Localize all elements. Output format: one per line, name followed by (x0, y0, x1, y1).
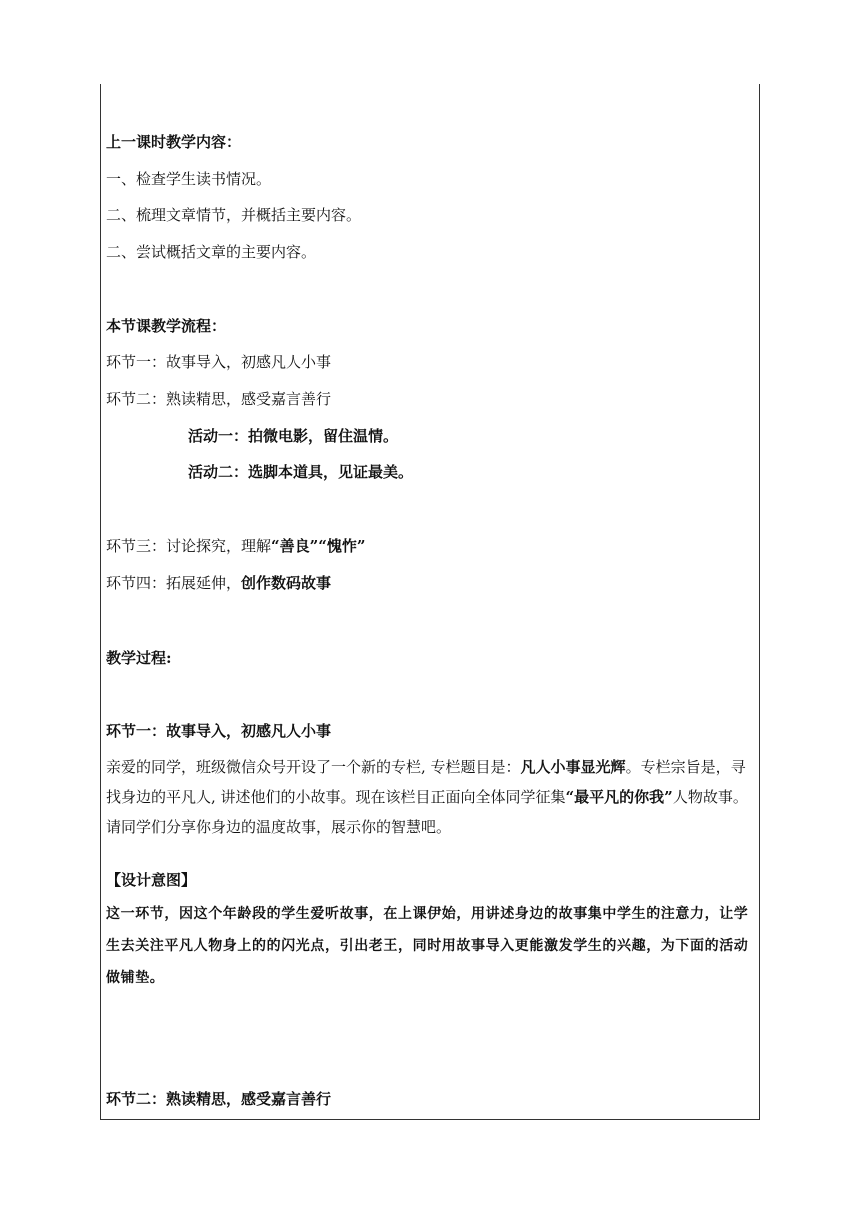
flow-step-2: 环节二：熟读精思，感受嘉言善行 (106, 390, 332, 408)
section-1-text-1: 亲爱的同学，班级微信众号开设了一个新的专栏, 专栏题目是： (106, 758, 521, 776)
section-1-heading: 环节一：故事导入，初感凡人小事 (106, 722, 332, 740)
section-1-paragraph (106, 752, 756, 842)
section-2-heading: 环节二：熟读精思，感受嘉言善行 (106, 1090, 332, 1108)
flow-step-4-text: 环节四：拓展延伸， (106, 574, 242, 592)
section-1-column-name: 凡人小事显光辉 (520, 758, 626, 776)
section-1-collection-name: “最平凡的你我” (565, 788, 673, 806)
design-intent-text: 这一环节，因这个年龄段的学生爱听故事，在上课伊始，用讲述身边的故事集中学生的注意力，让学生去关注平凡人物身上的的闪光点，引出老王，同时用故事导入更能激发学生的兴趣，为下面的活动做铺垫。 (106, 906, 749, 986)
flow-step-3-quote-1: “善良” (271, 537, 319, 555)
flow-step-3-text: 环节三：讨论探究，理解 (106, 537, 272, 555)
previous-item-2: 二、梳理文章情节，并概括主要内容。 (106, 206, 362, 224)
previous-lesson-title: 上一课时教学内容： (106, 133, 242, 151)
design-intent-label: 【设计意图】 (106, 871, 197, 889)
flow-step-3-quote-2: “愧怍” (318, 537, 366, 555)
flow-step-3 (106, 536, 756, 556)
flow-step-4 (106, 573, 756, 593)
previous-item-1: 一、检查学生读书情况。 (106, 170, 272, 188)
flow-title: 本节课教学流程： (106, 317, 227, 335)
flow-activity-2: 活动二：选脚本道具，见证最美。 (188, 463, 414, 481)
process-title: 教学过程: (106, 649, 172, 667)
flow-activity-1: 活动一：拍微电影，留住温情。 (188, 427, 399, 445)
section-1-text-3: 人物故事。请同学们分享你身边的温度故事，展示你的智慧吧。 (106, 788, 748, 836)
flow-step-1: 环节一：故事导入，初感凡人小事 (106, 353, 332, 371)
previous-item-3: 二、尝试概括文章的主要内容。 (106, 243, 317, 261)
section-1-text-2: 。专栏宗旨是，寻找身边的平凡人, 讲述他们的小故事。现在该栏目正面向全体同学征集 (106, 758, 746, 806)
flow-step-4-bold: 创作数码故事 (241, 574, 332, 592)
